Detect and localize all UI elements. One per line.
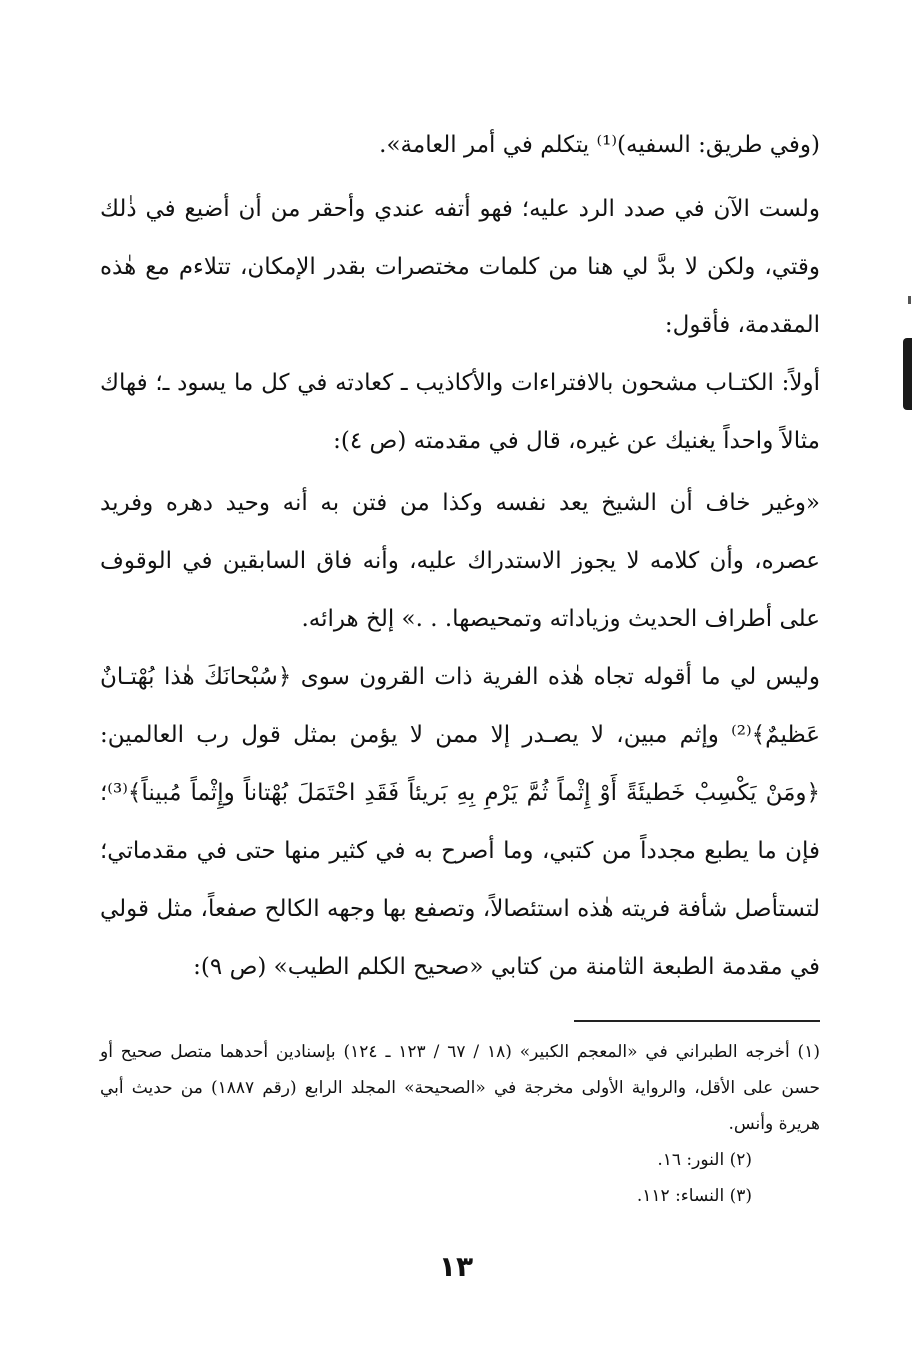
footnote-2: (٢) النور: ١٦. <box>657 1150 752 1170</box>
paragraph-1-text: (وفي طريق: السفيه)⁽¹⁾ يتكلم في أمر العامة». <box>379 132 820 158</box>
paragraph-3 <box>100 354 820 470</box>
footnote-1: (١) أخرجه الطبراني في «المعجم الكبير» (١٨ / ٦٧ / ١٢٣ ـ ١٢٤) بإسنادين أحدهما متصل صحيح أو حسن على الأقل، والرواية الأولى مخرجة في «الصحيحة» المجلد الرابع (رقم ١٨٨٧) من حديث أبي هريرة وأنس. <box>100 1042 821 1134</box>
page-number: ١٣ <box>438 1250 474 1283</box>
scan-edge-mark <box>903 338 912 410</box>
paragraph-3-text: أولاً: الكتـاب مشحون بالافتراءات والأكاذيب ـ كعادته في كل ما يسود ـ؛ فهاك مثالاً واحداً يغنيك عن غيره، قال في مقدمته (ص ٤): <box>100 370 820 454</box>
scan-speck <box>908 296 911 304</box>
paragraph-5-text: وليس لي ما أقوله تجاه هٰذه الفرية ذات القرون سوى ﴿سُبْحانَكَ هٰذا بُهْتـانٌ عَظيمٌ﴾⁽²⁾ وإثم مبين، لا يصـدر إلا ممن لا يؤمن بمثل قول رب العالمين: ﴿ومَنْ يَكْسِبْ خَطيئَةً أَوْ إِثْماً ثُمَّ يَرْمِ بِهِ بَريئاً فَقَدِ احْتَمَلَ بُهْتاناً وإِثْماً مُبيناً﴾⁽³⁾؛ فإن ما يطبع مجدداً من كتبي، وما أصرح به في كثير منها حتى في مقدماتي؛ لتستأصل شأفة فريته هٰذه استئصالاً، وتصفع بها وجهه الكالح صفعاً، مثل قولي في مقدمة الطبعة الثامنة من كتابي «صحيح الكلم الطيب» (ص ٩): <box>100 664 820 980</box>
footnote-separator <box>574 1020 820 1022</box>
quoted-paragraph-text: «وغير خاف أن الشيخ يعد نفسه وكذا من فتن به أنه وحيد دهره وفريد عصره، وأن كلامه لا يجوز الاستدراك عليه، وأنه فاق السابقين في الوقوف على أطراف الحديث وزياداته وتمحيصها. . .» إلخ هرائه. <box>100 490 820 632</box>
quoted-paragraph <box>100 474 820 648</box>
paragraph-2-text: ولست الآن في صدد الرد عليه؛ فهو أتفه عندي وأحقر من أن أضيع في ذٰلك وقتي، ولكن لا بدَّ لي هنا من كلمات مختصرات بقدر الإمكان، تتلاءم مع هٰذه المقدمة، فأقول: <box>100 196 820 338</box>
footnotes <box>100 1034 820 1214</box>
paragraph-2 <box>100 180 820 354</box>
footnote-3: (٣) النساء: ١١٢. <box>636 1186 752 1206</box>
paragraph-1 <box>100 116 820 174</box>
paragraph-5 <box>100 648 820 996</box>
